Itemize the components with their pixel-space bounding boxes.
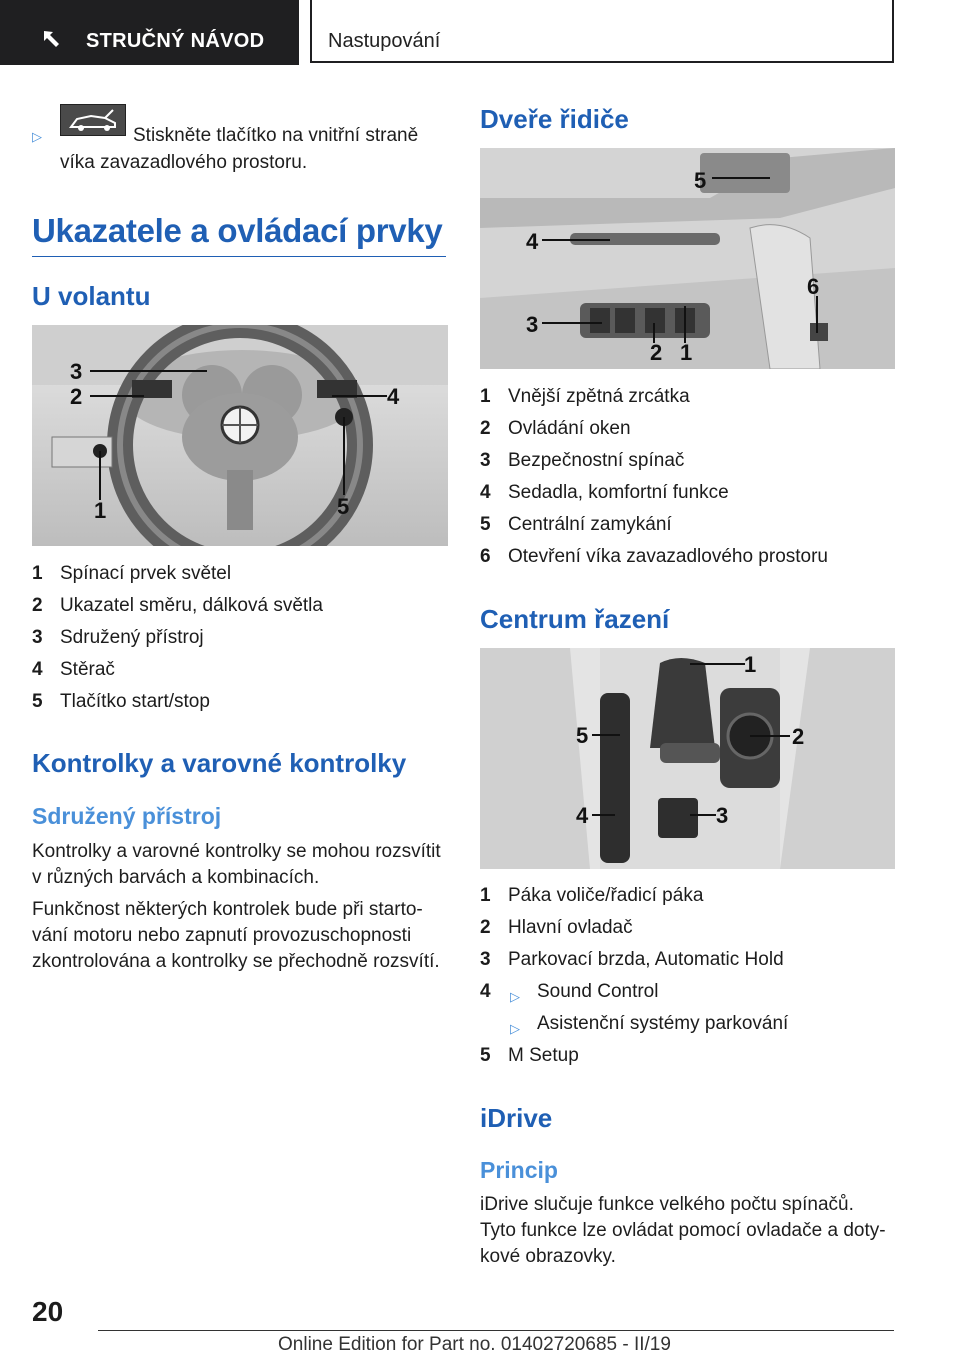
para-line: v různých barvách a kombinacích. xyxy=(32,867,320,888)
console-callout-1: 1 xyxy=(744,652,757,677)
triangle-bullet-icon: ▷ xyxy=(510,1021,520,1036)
triangle-bullet-icon: ▷ xyxy=(510,989,520,1004)
para-line: vání motoru nebo zapnutí provozuschopnosti xyxy=(32,925,412,946)
door-callout-2: 2 xyxy=(650,340,663,365)
list-item xyxy=(32,561,442,593)
item-number: 4 xyxy=(32,659,43,680)
heading-door: Dveře řidiče xyxy=(480,104,629,134)
item-text: Spínací prvek světel xyxy=(60,563,232,584)
item-text: Otevření víka zavazadlového prostoru xyxy=(508,546,829,567)
subsection-title: Nastupování xyxy=(328,30,441,52)
console-callout-4: 4 xyxy=(576,803,589,828)
list-item xyxy=(32,593,442,625)
door-legend xyxy=(480,384,894,576)
wheel-callout-4: 4 xyxy=(387,384,400,409)
item-number: 4 xyxy=(480,981,491,1002)
list-item xyxy=(480,915,894,947)
item-number: 1 xyxy=(480,386,491,407)
item-text: Ukazatel směru, dálková světla xyxy=(60,595,323,616)
console-legend xyxy=(480,883,894,1075)
item-number: 1 xyxy=(32,563,43,584)
driver-door-photo xyxy=(480,148,895,369)
list-item xyxy=(480,883,894,915)
list-item xyxy=(480,384,894,416)
item-number: 1 xyxy=(480,885,491,906)
arrow-icon xyxy=(42,29,64,51)
list-item xyxy=(480,979,894,1011)
list-item xyxy=(480,947,894,979)
item-text: Sedadla, komfortní funkce xyxy=(508,482,729,503)
item-text: Sdružený přístroj xyxy=(60,627,204,648)
heading-rule xyxy=(32,256,446,257)
item-number: 3 xyxy=(480,450,491,471)
item-number: 6 xyxy=(480,546,491,567)
console-callout-3: 3 xyxy=(716,803,729,828)
trunk-open-icon xyxy=(60,104,126,136)
item-text: Tlačítko start/stop xyxy=(60,691,210,712)
list-item xyxy=(480,480,894,512)
steering-wheel-photo xyxy=(32,325,448,546)
wheel-callout-1: 1 xyxy=(94,498,107,523)
item-text: Sound Control xyxy=(537,981,659,1002)
intro-text: Stiskněte tlačítko na vnitřní straně xyxy=(133,125,419,146)
item-number: 4 xyxy=(480,482,491,503)
gear-console-photo xyxy=(480,648,895,869)
item-text: M Setup xyxy=(508,1045,579,1066)
footer-edition: Online Edition for Part no. 01402720685 - II/19 xyxy=(278,1334,671,1355)
item-number: 2 xyxy=(480,418,491,439)
item-text: Ovládání oken xyxy=(508,418,631,439)
console-callout-5: 5 xyxy=(576,723,589,748)
triangle-bullet-icon: ▷ xyxy=(32,129,42,144)
door-callout-3: 3 xyxy=(526,312,539,337)
section-tab[interactable] xyxy=(0,0,299,65)
item-text: Páka voliče/řadicí páka xyxy=(508,885,704,906)
heading-console: Centrum řazení xyxy=(480,604,670,634)
console-callout-2: 2 xyxy=(792,724,805,749)
heading-principle: Princip xyxy=(480,1157,558,1183)
list-item xyxy=(480,512,894,544)
para-line: zkontrolována a kontrolky se přechodně rozsvítí. xyxy=(32,951,440,972)
heading-wheel: U volantu xyxy=(32,281,151,311)
item-number: 3 xyxy=(480,949,491,970)
item-text: Stěrač xyxy=(60,659,115,680)
footer-rule xyxy=(98,1330,894,1331)
list-item xyxy=(32,689,442,721)
para-line: Funkčnost některých kontrolek bude při starto‐ xyxy=(32,899,423,920)
heading-cluster: Sdružený přístroj xyxy=(32,803,222,829)
item-number: 3 xyxy=(32,627,43,648)
main-heading: Ukazatele a ovládací prvky xyxy=(32,212,443,249)
door-callout-1: 1 xyxy=(680,340,693,365)
list-item xyxy=(480,1011,894,1043)
para-line: Tyto funkce lze ovládat pomocí ovladače a doty‐ xyxy=(480,1220,886,1241)
wheel-callout-5: 5 xyxy=(337,494,350,519)
item-text: Hlavní ovladač xyxy=(508,917,633,938)
para-line: iDrive slučuje funkce velkého počtu spínačů. xyxy=(480,1194,854,1215)
para-line: kové obrazovky. xyxy=(480,1246,616,1267)
heading-warning: Kontrolky a varovné kontrolky xyxy=(32,748,407,778)
wheel-callout-2: 2 xyxy=(70,384,83,409)
list-item xyxy=(32,657,442,689)
door-callout-5: 5 xyxy=(694,168,707,193)
list-item xyxy=(480,448,894,480)
item-text: Vnější zpětná zrcátka xyxy=(508,386,690,407)
section-title: STRUČNÝ NÁVOD xyxy=(86,30,265,52)
list-item xyxy=(480,416,894,448)
item-text: Parkovací brzda, Automatic Hold xyxy=(508,949,784,970)
item-text: Centrální zamykání xyxy=(508,514,672,535)
door-callout-4: 4 xyxy=(526,229,539,254)
para-line: Kontrolky a varovné kontrolky se mohou rozsvítit xyxy=(32,841,441,862)
list-item xyxy=(480,544,894,576)
page-number: 20 xyxy=(32,1296,64,1327)
wheel-callout-3: 3 xyxy=(70,359,83,384)
heading-idrive: iDrive xyxy=(480,1103,553,1133)
item-number: 2 xyxy=(480,917,491,938)
subsection-tab[interactable] xyxy=(310,0,894,63)
item-number: 5 xyxy=(480,514,491,535)
item-number: 5 xyxy=(32,691,43,712)
door-callout-6: 6 xyxy=(807,274,820,299)
wheel-legend xyxy=(32,561,442,721)
intro-text-cont: víka zavazadlového prostoru. xyxy=(60,152,308,173)
item-number: 2 xyxy=(32,595,43,616)
list-item xyxy=(480,1043,894,1075)
item-text: Bezpečnostní spínač xyxy=(508,450,685,471)
item-number: 5 xyxy=(480,1045,491,1066)
list-item xyxy=(32,625,442,657)
item-text: Asistenční systémy parkování xyxy=(537,1013,789,1034)
